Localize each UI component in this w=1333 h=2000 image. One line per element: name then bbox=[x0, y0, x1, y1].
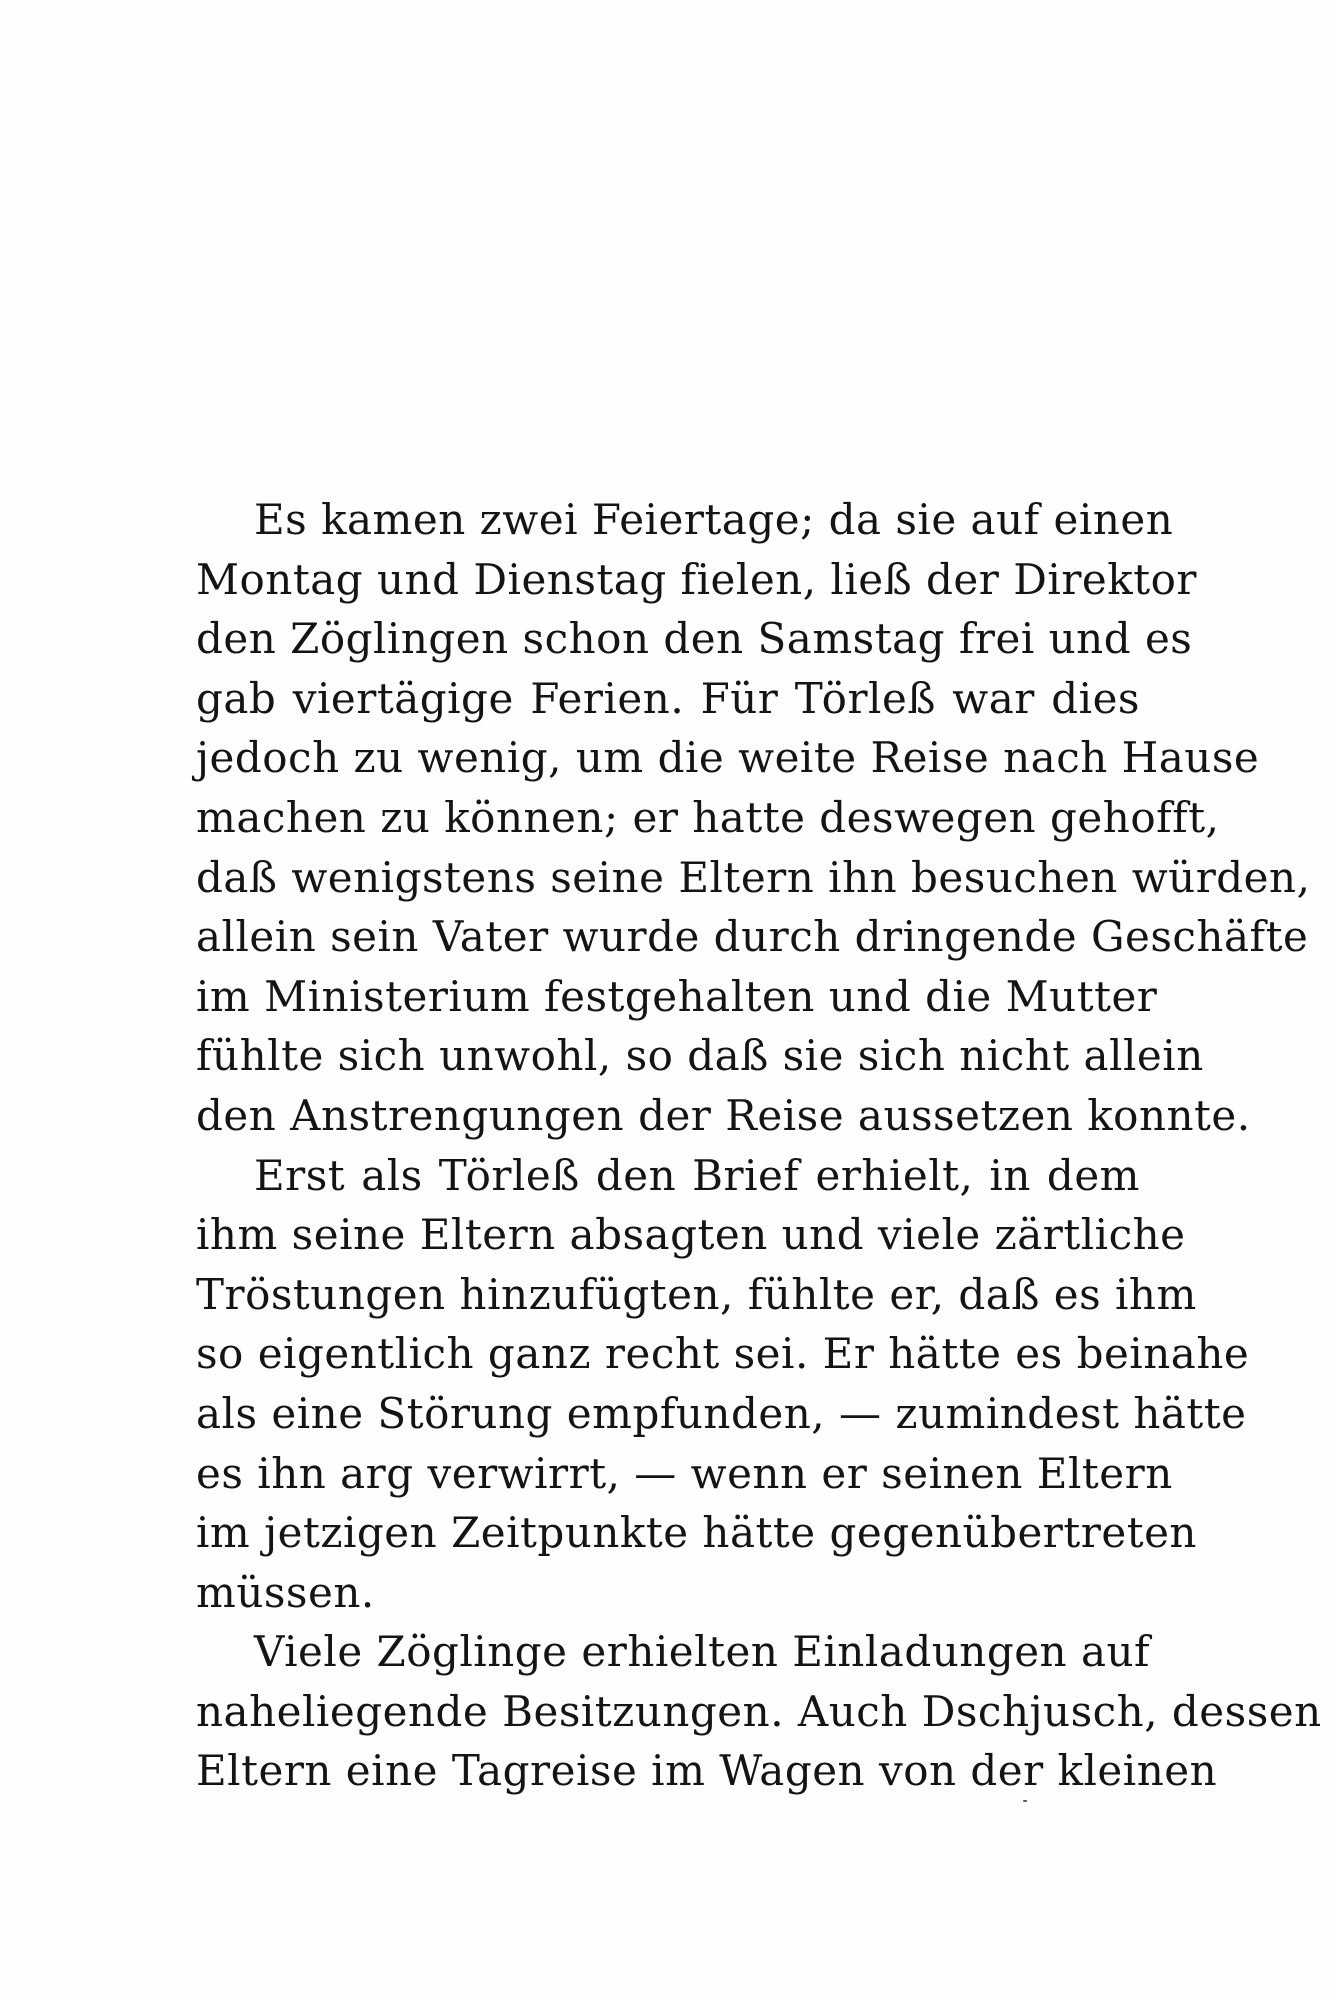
paragraph-2 bbox=[196, 1146, 1250, 1623]
print-speck bbox=[1023, 1800, 1027, 1802]
page-text bbox=[196, 490, 1322, 1801]
text-line: den Anstrengungen der Reise aussetzen konnte. bbox=[196, 1090, 1251, 1140]
text-line: den Zöglingen schon den Samstag frei und es bbox=[196, 614, 1193, 664]
text-line: Viele Zöglinge erhielten Einladungen auf bbox=[254, 1627, 1151, 1677]
text-line: es ihn arg verwirrt, — wenn er seinen Eltern bbox=[196, 1448, 1173, 1498]
paragraph-3 bbox=[196, 1622, 1322, 1801]
text-line: allein sein Vater wurde durch dringende Geschäfte bbox=[196, 912, 1309, 962]
paragraph-1 bbox=[196, 490, 1311, 1146]
text-line: Es kamen zwei Feiertage; da sie auf einen bbox=[254, 495, 1174, 544]
text-line: Montag und Dienstag fielen, ließ der Direktor bbox=[196, 554, 1197, 604]
text-line: fühlte sich unwohl, so daß sie sich nicht allein bbox=[196, 1031, 1204, 1081]
text-line: naheliegende Besitzungen. Auch Dschjusch, dessen bbox=[196, 1686, 1322, 1736]
text-line: machen zu können; er hatte deswegen gehofft, bbox=[196, 792, 1220, 842]
text-line: jedoch zu wenig, um die weite Reise nach Hause bbox=[196, 733, 1260, 783]
text-line: so eigentlich ganz recht sei. Er hätte es beinahe bbox=[196, 1329, 1250, 1379]
text-line: daß wenigstens seine Eltern ihn besuchen würden, bbox=[196, 852, 1311, 902]
text-line: als eine Störung empfunden, — zumindest hätte bbox=[196, 1388, 1247, 1438]
text-line: Tröstungen hinzufügten, fühlte er, daß es ihm bbox=[196, 1269, 1197, 1319]
text-line: Erst als Törleß den Brief erhielt, in dem bbox=[254, 1150, 1140, 1200]
text-line: im Ministerium festgehalten und die Mutter bbox=[196, 971, 1158, 1021]
text-line: gab viertägige Ferien. Für Törleß war dies bbox=[196, 673, 1140, 723]
text-line: müssen. bbox=[196, 1567, 375, 1617]
text-line: im jetzigen Zeitpunkte hätte gegenübertreten bbox=[196, 1508, 1197, 1558]
text-line: ihm seine Eltern absagten und viele zärtliche bbox=[196, 1210, 1186, 1260]
text-line: Eltern eine Tagreise im Wagen von der kleinen bbox=[196, 1746, 1218, 1796]
